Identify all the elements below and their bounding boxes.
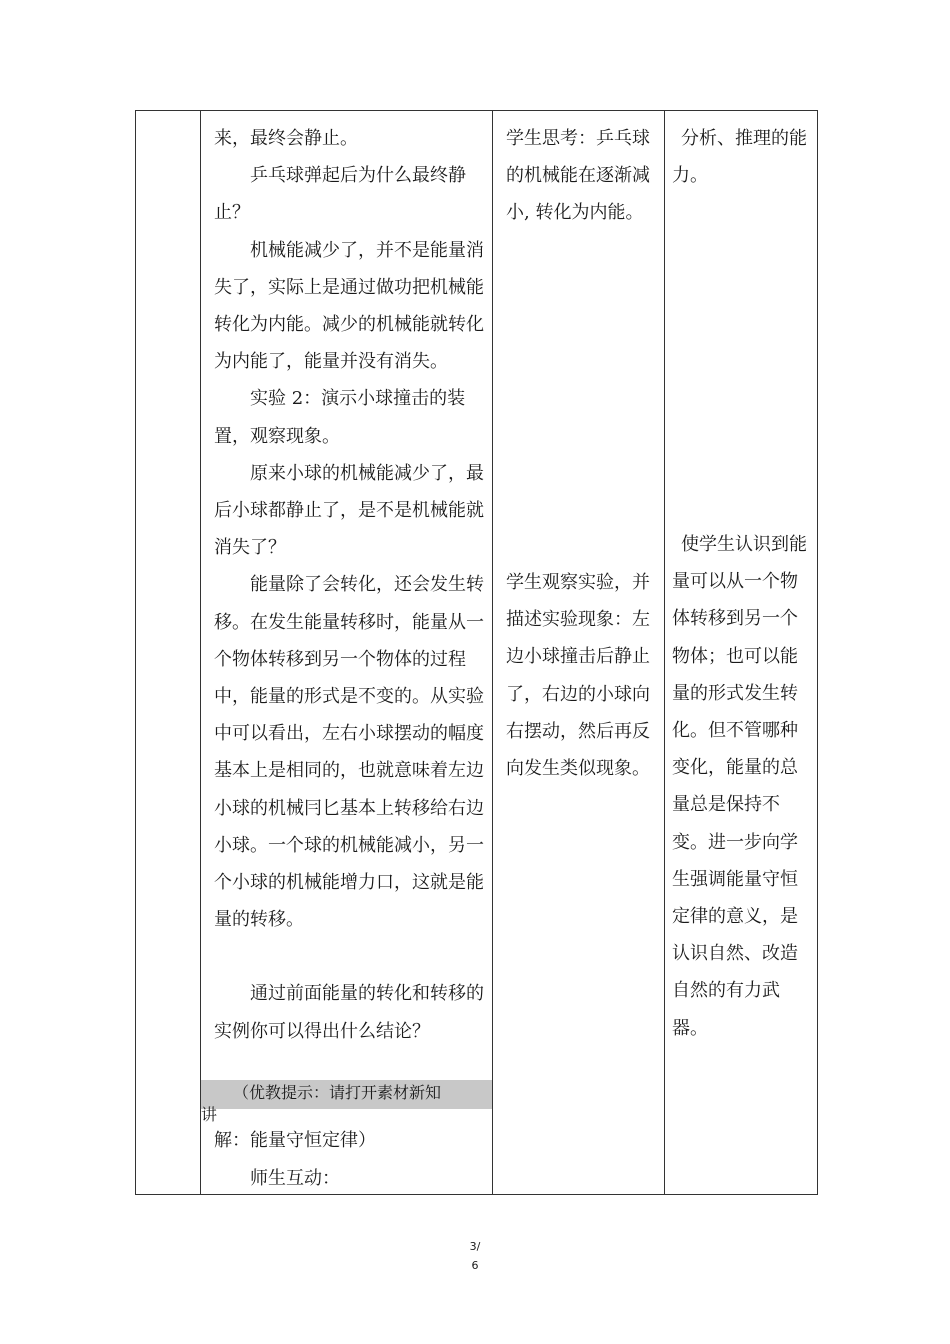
teacher-text: 机械能减少了，并不是能量消失了，实际上是通过做功把机械能转化为内能。减少的机械能就转化为内能了，能量并没有消失。 [214,239,484,373]
student-text: 学生观察实验，并描述实验现象：左边小球撞击后静止了，右边的小球向右摆动，然后再反向发生类似现象。 [506,572,650,780]
lesson-table [135,110,818,1195]
page-number-current: 3/ [469,1240,481,1253]
teacher-activity-column [214,111,492,1194]
intent-text: 分析、推理的能力。 [672,128,807,187]
teacher-activity-tail [214,1122,492,1198]
page-number [455,1237,495,1275]
teacher-text: 来，最终会静止。 [214,128,358,149]
teacher-text: 原来小球的机械能减少了，最后小球都静止了，是不是机械能就消失了？ [214,462,484,559]
intent-text: 使学生认识到能量可以从一个物体转移到另一个物体；也可以能量的形式发生转化。但不管哪种变化，能量的总量总是保持不变。进一步向学生强调能量守恒定律的意义，是认识自然、改造自然的有力武器。 [672,534,807,1039]
teacher-text: 通过前面能量的转化和转移的实例你可以得出什么结论？ [214,983,484,1042]
blank-line [214,938,492,975]
hint-highlight [201,1080,492,1124]
teacher-text: 实验 2：演示小球撞击的装置，观察现象。 [214,388,466,447]
student-activity-column [506,564,654,787]
student-text: 学生思考：乒乓球的机械能在逐渐减小, 转化为内能。 [506,128,650,224]
teacher-text: 解：能量守恒定律） [214,1130,376,1151]
intent-column [672,526,808,1047]
teacher-text: 能量除了会转化，还会发生转移。在发生能量转移时，能量从一个物体转移到另一个物体的过程中，能量的形式是不变的。从实验中可以看出，左右小球摆动的幅度基本上是相同的，也就意味着左边小球的机械冃匕基本上转移给右边小球。一个球的机械能减小，另一个小球的机械能增力口，这就是能量的转移。 [214,574,484,931]
page-number-total: 6 [471,1259,479,1272]
hint-text: （优教提示：请打开素材新知 [233,1083,442,1102]
column-divider [200,111,201,1194]
teacher-text: 乒乓球弹起后为什么最终静止？ [214,165,466,224]
column-divider [664,111,665,1194]
column-divider [492,111,493,1194]
hint-text: 讲 [201,1105,218,1124]
teacher-text: 师生互动： [250,1168,340,1189]
